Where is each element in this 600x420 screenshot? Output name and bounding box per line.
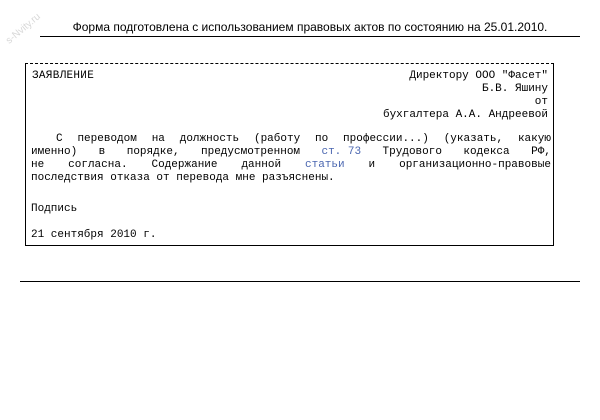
statement-line-2 [31, 146, 551, 159]
statement-word: переводом [77, 133, 137, 145]
addressee-line-4: бухгалтера А.А. Андреевой [382, 109, 548, 121]
addressee-line-3: от [534, 96, 548, 108]
addressee-line-1: Директору ООО "Фасет" [409, 70, 548, 82]
statement-word: (работу [253, 133, 301, 145]
document-title: ЗАЯВЛЕНИЕ [32, 70, 95, 82]
statement-word: должность [179, 133, 240, 145]
article-link[interactable]: ст. 73 [321, 146, 362, 158]
statement-word: РФ, [531, 146, 551, 158]
bottom-divider [20, 281, 580, 282]
statement-word: на [151, 133, 165, 145]
statement-word: Содержание [151, 159, 218, 171]
document-date: 21 сентября 2010 г. [31, 229, 157, 241]
statement-word: порядке, [126, 146, 180, 158]
statement-body [31, 133, 551, 185]
statement-word: С [56, 133, 63, 145]
statement-word: кодекса [463, 146, 510, 158]
watermark: s-Nvity.ru [4, 11, 43, 47]
header-bar [40, 18, 580, 37]
statement-word: организационно-правовые [399, 159, 551, 171]
statement-line-3 [31, 159, 551, 172]
statement-word: (указать, [443, 133, 504, 145]
article-link[interactable]: статьи [305, 159, 345, 171]
statement-word: по [315, 133, 329, 145]
signature-label: Подпись [31, 203, 78, 215]
statement-line-4-text: последствия отказа от перевода мне разъяснены. [31, 172, 335, 184]
header-notice: Форма подготовлена с использованием правовых актов по состоянию на 25.01.2010. [72, 20, 548, 34]
statement-word: именно) [31, 146, 78, 158]
statement-line-4 [31, 172, 551, 185]
statement-word: данной [241, 159, 282, 171]
statement-word: не [31, 159, 45, 171]
statement-word: профессии...) [343, 133, 429, 145]
statement-word: и [368, 159, 376, 171]
statement-word: предусмотренном [201, 146, 301, 158]
statement-word: какую [517, 133, 551, 145]
statement-word: в [98, 146, 106, 158]
statement-line-1 [31, 133, 551, 146]
addressee-line-2: Б.В. Яшину [481, 83, 548, 95]
statement-word: согласна. [68, 159, 128, 171]
statement-word: Трудового [382, 146, 442, 158]
